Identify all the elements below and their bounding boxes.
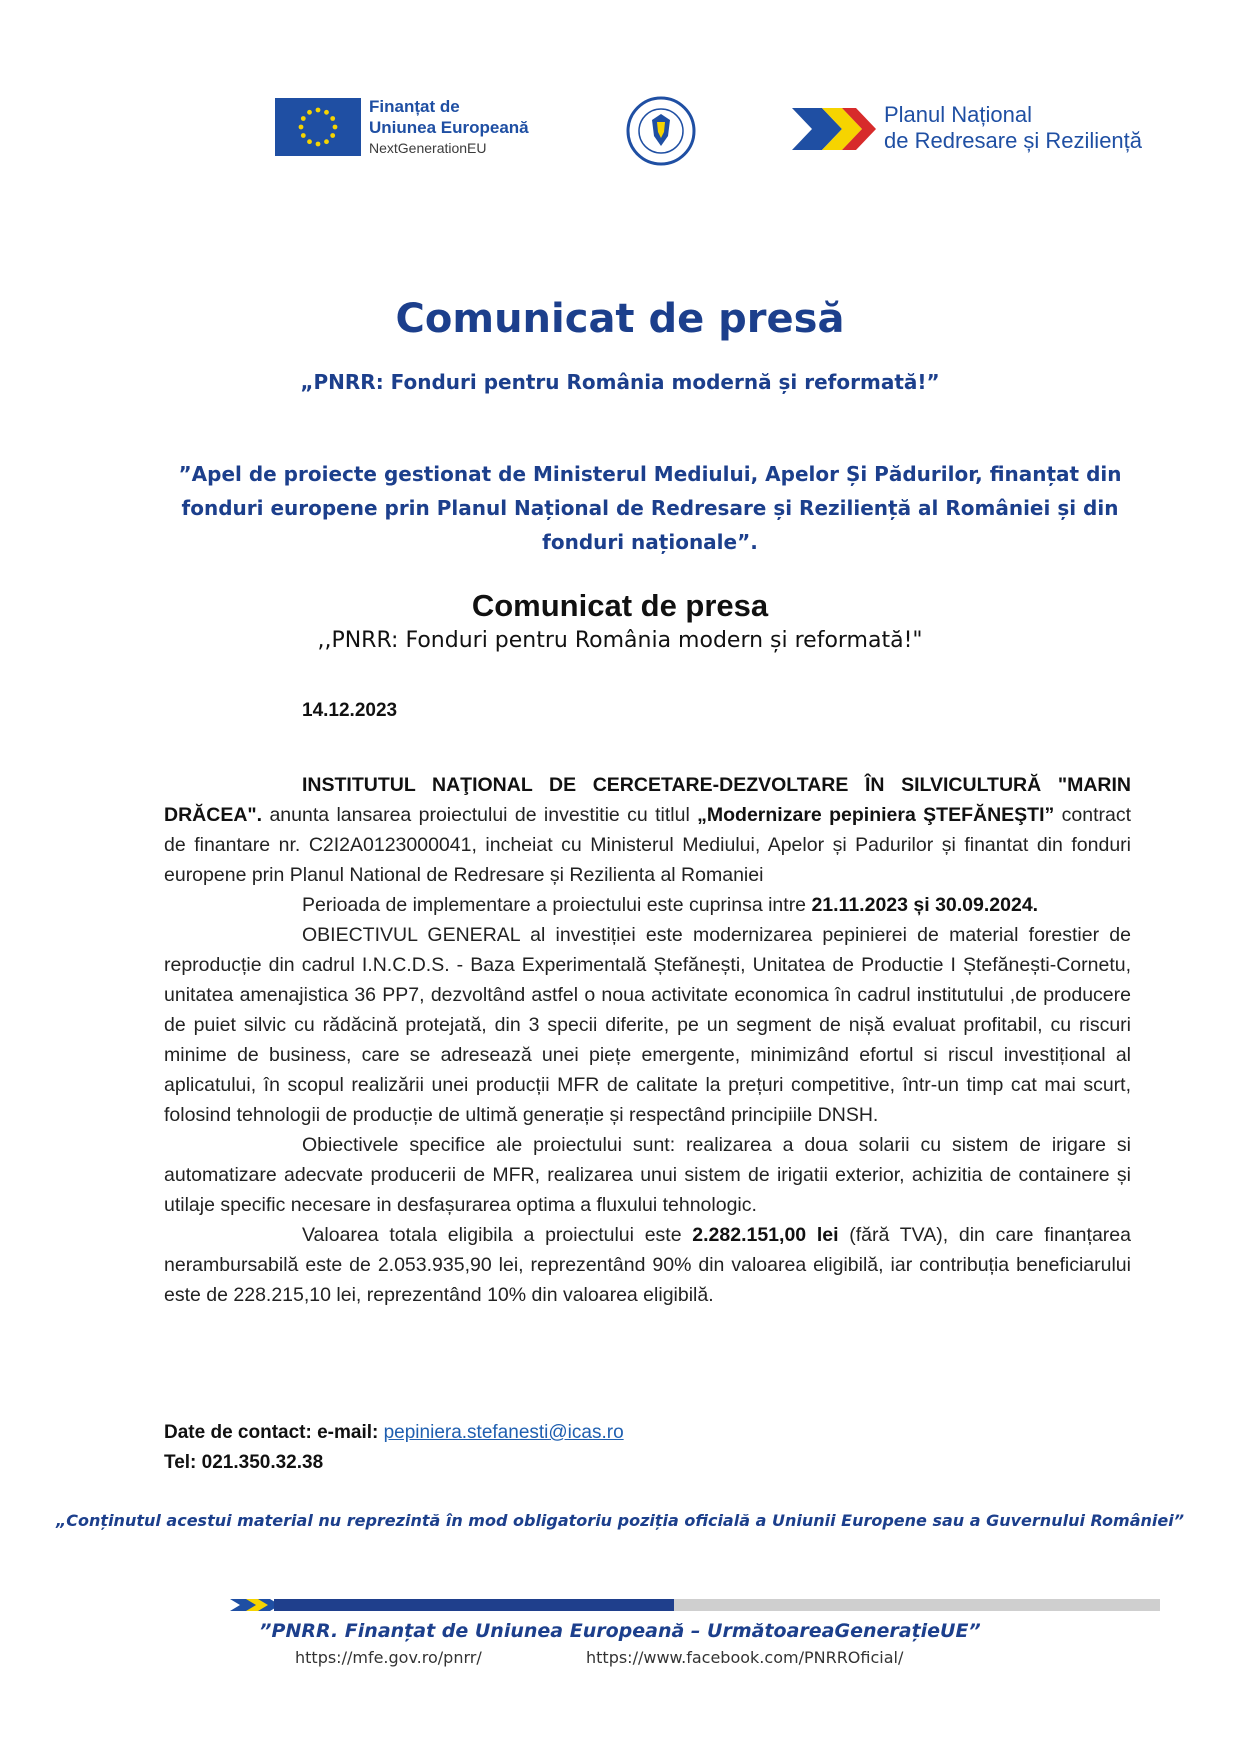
eu-logo-line3: NextGenerationEU (369, 140, 487, 156)
eu-flag-icon (275, 98, 361, 156)
secondary-subtitle: ,,PNRR: Fonduri pentru România modern și reformată!" (317, 628, 923, 653)
intro-text-2: contract de finantare nr. C2I2A0123000041, incheiat cu Ministerul Mediului, Apelor și Padurilor și finantat din fonduri europene prin Planul National de Redresare și Rezilienta al Romaniei (164, 804, 1131, 886)
footer-bar (230, 1598, 1160, 1610)
government-seal-logo (626, 96, 696, 166)
pnrr-logo (792, 102, 1172, 158)
paragraph-intro (164, 770, 1131, 890)
pnrr-logo-line1: Planul Național (884, 102, 1032, 127)
paragraph-period (164, 890, 1131, 920)
page-title: Comunicat de presă (395, 296, 845, 342)
intro-text-1: anunta lansarea proiectului de investitie cu titlul (262, 804, 698, 826)
project-title: „Modernizare pepiniera ŞTEFĂNEŞTI” (697, 804, 1055, 826)
footer-mfe-link[interactable]: https://mfe.gov.ro/pnrr/ (295, 1648, 482, 1667)
period-text: Perioada de implementare a proiectului este cuprinsa intre (302, 894, 812, 916)
institute-name: INSTITUTUL NAŢIONAL DE CERCETARE-DEZVOLTARE ÎN SILVICULTURĂ "MARIN DRĂCEA". (164, 774, 1131, 826)
secondary-title: Comunicat de presa (471, 588, 769, 623)
call-for-projects-statement: ”Apel de proiecte gestionat de Ministerul Mediului, Apelor Și Pădurilor, finanțat din fonduri europene prin Planul Național de Redresare și Reziliență al României și din fonduri naționale”. (178, 462, 1122, 554)
contact-block (164, 1418, 624, 1478)
paragraph-value (164, 1220, 1131, 1310)
value-text-1: Valoarea totala eligibila a proiectului este (302, 1224, 693, 1246)
eu-logo-line1: Finanțat de (369, 97, 460, 116)
period-dates: 21.11.2023 și 30.09.2024. (811, 894, 1039, 916)
contact-label: Date de contact: e-mail: (164, 1422, 384, 1443)
paragraph-specific-objectives: Obiectivele specifice ale proiectului sunt: realizarea a doua solarii cu sistem de irigare si automatizare adecvate producerii de MFR, realizarea unui sistem de irigatii exterior, achizitia de containere și utilaje specific necesare in desfașurarea optima a fluxului tehnologic. (164, 1134, 1131, 1216)
footer-title: ”PNRR. Finanțat de Uniunea Europeană – UrmătoareaGenerațieUE” (259, 1620, 981, 1642)
press-date: 14.12.2023 (302, 700, 398, 721)
eu-logo-line2: Uniunea Europeană (369, 118, 529, 137)
paragraph-general-objective: OBIECTIVUL GENERAL al investiției este modernizarea pepinierei de material forestier de reproducție din cadrul I.N.C.D.S. - Baza Experimentală Ștefănești, Unitatea de Productie I Ștefănești-Cornetu, unitatea amenajistica 36 PP7, dezvoltând astfel o noua activitate economica în cadrul institutului ,de producere de puiet silvic cu rădăcină protejată, din 3 specii diferite, pe un segment de nișă evaluat profitabil, cu riscuri minime de business, care se adresează unei piețe emergente, minimizând efortul si riscul investițional al aplicatului, în scopul realizării unei producții MFR de calitate la prețuri competitive, într-un timp cat mai scurt, folosind tehnologii de producție de ultimă generație și respectând principiile DNSH. (164, 924, 1131, 1126)
page-subtitle: „PNRR: Fonduri pentru România modernă și reformată!” (300, 370, 940, 394)
contact-email-link[interactable]: pepiniera.stefanesti@icas.ro (383, 1422, 624, 1443)
eligible-value: 2.282.151,00 lei (692, 1224, 839, 1246)
value-text-2: (fără TVA), din care finanțarea nerambursabilă este de 2.053.935,90 lei, reprezentând 90% din valoarea eligibilă, iar contribuția beneficiarului este de 228.215,10 lei, reprezentând 10% din valoarea eligibilă. (164, 1224, 1131, 1306)
footer-facebook-link[interactable]: https://www.facebook.com/PNRROficial/ (586, 1648, 904, 1667)
pnrr-logo-line2: de Redresare și Reziliență (884, 128, 1143, 153)
contact-phone: Tel: 021.350.32.38 (164, 1452, 324, 1473)
press-body (164, 770, 1131, 1310)
disclaimer: „Conținutul acestui material nu reprezintă în mod obligatoriu poziția oficială a Uniunii Europene sau a Guvernului României” (55, 1511, 1185, 1530)
eu-funding-logo (275, 96, 535, 158)
pnrr-arrow-icon (792, 104, 878, 154)
